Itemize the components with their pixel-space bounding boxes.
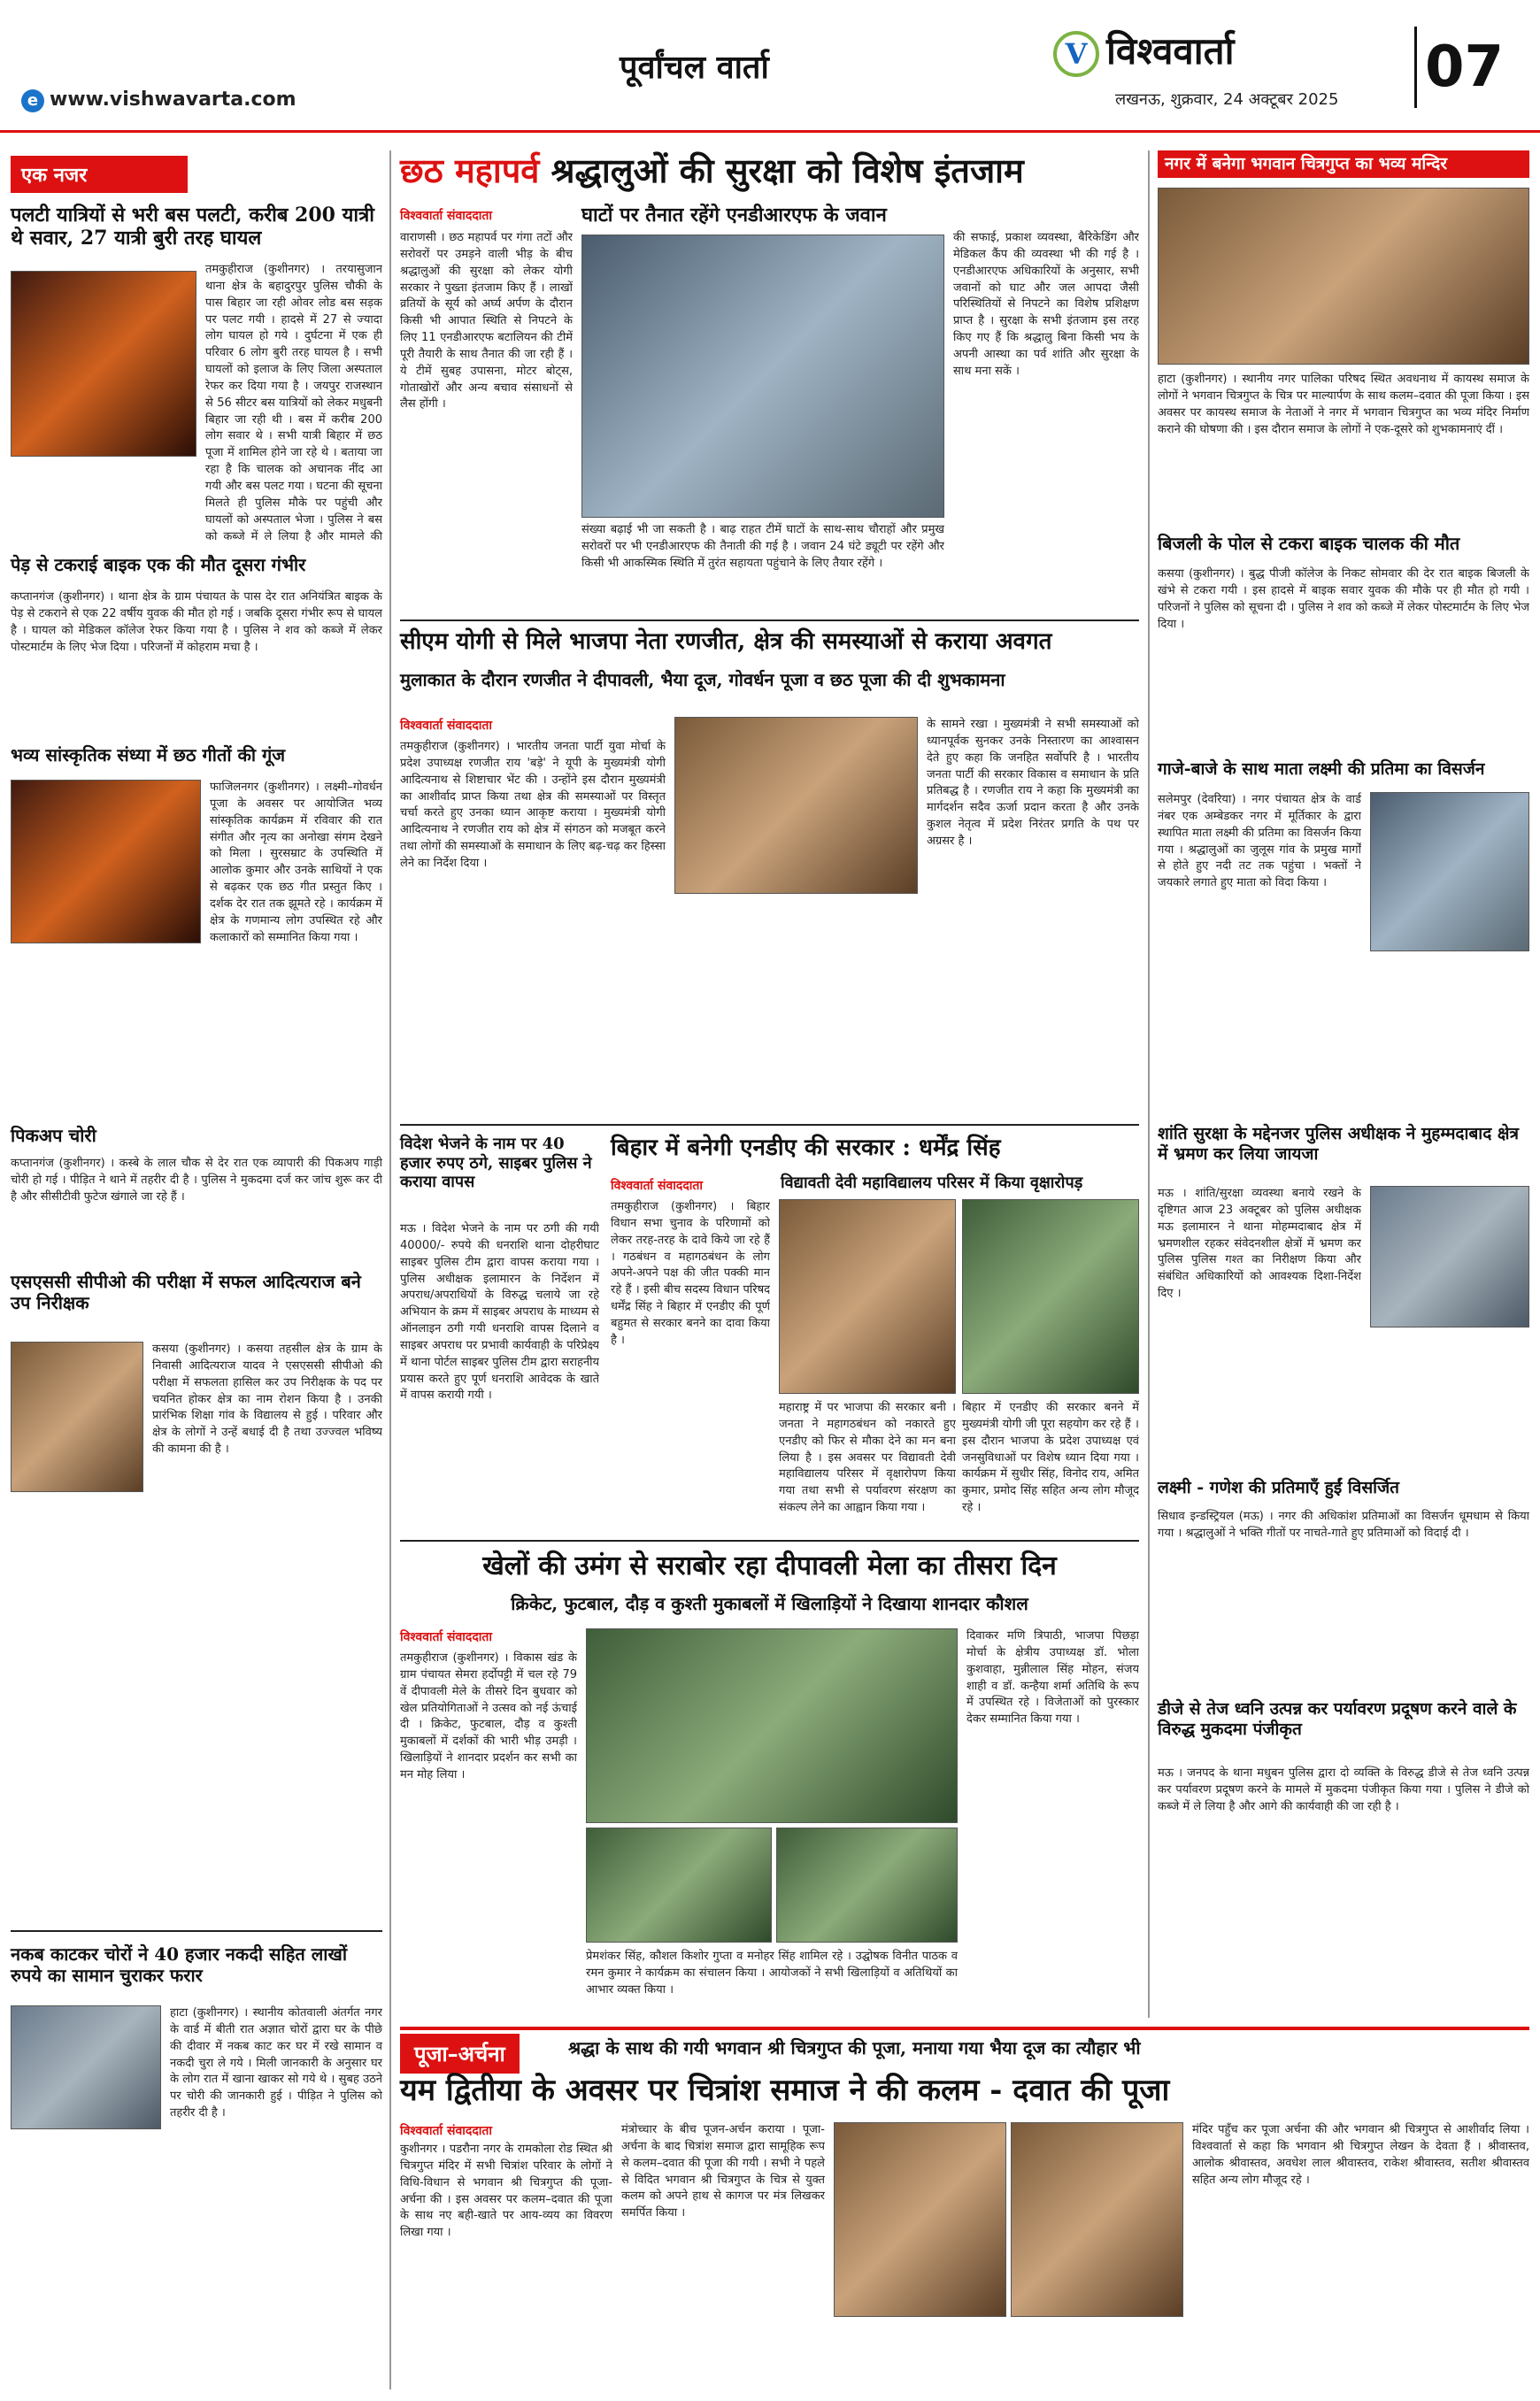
story-headline: नकब काटकर चोरों ने 40 हजार नकदी सहित लाखों रुपये का सामान चुराकर फरार bbox=[11, 1943, 347, 1986]
story-headline: डीजे से तेज ध्वनि उत्पन्न कर पर्यावरण प्रदूषण करने वाले के विरुद्ध मुकदमा पंजीकृत bbox=[1158, 1699, 1517, 1739]
story-photo bbox=[962, 1199, 1139, 1394]
story-body: तमकुहीराज (कुशीनगर) । तरयासुजान थाना क्षेत्र के बहादुरपुर पुलिस चौकी के पास बिहार जा रही ओवर लोड बस सड़क पर पलट गयी । हादसे में 27 से ज्यादा लोग घायल हो गये । दुर्घटना में एक ही परिवार 6 लोग बुरी तरह घायल है । सभी घायलों को इलाज के लिए जिला अस्पताल रेफर कर दिया गया है । जयपुर राजस्थान से 56 सीटर बस यात्रियों को लेकर मधुबनी बिहार जा रही थी । बस में करीब 200 लोग सवार थे । सभी यात्री बिहार में छठ पूजा में शामिल होने जा रहे थे । बताया जा रहा है कि चालक को अचानक नींद आ गयी और बस पलट गया । घटना की सूचना मिलते ही पुलिस मौके पर पहुंची और घायलों को अस्पताल भेजा । पुलिस ने बस को कब्जे में ले लिया है और मामले की bbox=[205, 263, 382, 543]
story-body: प्रेमशंकर सिंह, कौशल किशोर गुप्ता व मनोहर सिंह शामिल रहे । उद्घोषक विनीत पाठक व रमन कुमार ने कार्यक्रम का संचालन किया । आयोजकों ने सभी खिलाड़ियों व अतिथियों का आभार व्यक्त किया । bbox=[586, 1950, 958, 1997]
section-name: पूर्वांचल वार्ता bbox=[620, 49, 769, 86]
divider bbox=[1148, 150, 1150, 2018]
masthead bbox=[0, 0, 1540, 133]
side-story-headline: विदेश भेजने के नाम पर 40 हजार रुपए ठगे, साइबर पुलिस ने कराया वापस bbox=[400, 1135, 592, 1192]
story-body: मऊ । जनपद के थाना मधुबन पुलिस द्वारा दो व्यक्ति के विरुद्ध डीजे से तेज ध्वनि उत्पन्न कर पर्यावरण प्रदूषण करने के मामले में मुकदमा पंजीकृत किया गया । पुलिस ने डीजे को कब्जे में ले लिया है और आगे की कार्यवाही की जा रही है । bbox=[1158, 1766, 1529, 1813]
story-headline: एसएससी सीपीओ की परीक्षा में सफल आदित्यराज बने उप निरीक्षक bbox=[11, 1271, 361, 1313]
story-photo bbox=[581, 235, 944, 518]
story-body: मंत्रोच्चार के बीच पूजन-अर्चन कराया । पूजा-अर्चना के बाद चित्रांश समाज द्वारा सामूहिक रूप से कलम–दवात की पूजा की गयी । सभी ने पहले से विदित भगवान श्री चित्रगुप्त के चित्र से युक्त कलम को अपने हाथ से कागज पर मंत्र लिखकर समर्पित किया । bbox=[621, 2123, 825, 2220]
paper-logo: V विश्ववार्ता bbox=[1053, 25, 1234, 77]
puja-tag: पूजा–अर्चना bbox=[400, 2034, 520, 2074]
byline: विश्ववार्ता संवाददाता bbox=[400, 209, 493, 223]
story-photo bbox=[11, 1342, 143, 1492]
story-photo bbox=[586, 1828, 772, 1943]
puja-headline: यम द्वितीया के अवसर पर चित्रांश समाज ने की कलम - दवात की पूजा bbox=[400, 2073, 1170, 2108]
story-headline: पिकअप चोरी bbox=[11, 1125, 96, 1146]
bihar-story bbox=[400, 1124, 1139, 1531]
top-story-headline: श्रद्धालुओं की सुरक्षा को विशेष इंतजाम bbox=[551, 150, 1024, 190]
story-body: महाराष्ट्र में पर भाजपा की सरकार बनी । जनता ने महागठबंधन को नकारते हुए एनडीए को फिर से मौका देने का मन बना लिया है । इस अवसर पर विद्यावती देवी महाविद्यालय परिसर में वृक्षारोपण किया गया तथा सभी से पर्यावरण संरक्षण का संकल्प लेने का आह्वान किया गया । bbox=[779, 1401, 956, 1515]
dateline: लखनऊ, शुक्रवार, 24 अक्टूबर 2025 bbox=[1115, 90, 1339, 109]
divider bbox=[400, 1124, 1139, 1126]
story-photo bbox=[776, 1828, 958, 1943]
mela-headline: खेलों की उमंग से सराबोर रहा दीपावली मेला का तीसरा दिन bbox=[482, 1551, 1057, 1581]
story-body: कसया (कुशीनगर) । बुद्ध पीजी कॉलेज के निकट सोमवार की देर रात बाइक बिजली के खंभे से टकरा गयी । इस हादसे में बाइक सवार युवक की मौके पर ही मौत हो गयी । परिजनों ने पुलिस को सूचना दी । पुलिस ने शव को कब्जे में लेकर पोस्टमार्टम के लिए भेज दिया । bbox=[1158, 567, 1529, 631]
story-photo bbox=[674, 717, 918, 894]
story-headline: बिजली के पोल से टकरा बाइक चालक की मौत bbox=[1158, 533, 1460, 554]
story-body: संख्या बढ़ाई भी जा सकती है । बाढ़ राहत टीमें घाटों के साथ-साथ चौराहों और प्रमुख सरोवरों पर भी एनडीआरएफ की तैनाती की गई है । जवान 24 घंटे ड्यूटी पर रहेंगे और किसी भी आकस्मिक स्थिति में तुरंत सहायता पहुंचाने के लिए तैयार रहेंगे । bbox=[581, 523, 944, 570]
bihar-headline: बिहार में बनेगी एनडीए की सरकार : धर्मेंद्र सिंह bbox=[611, 1135, 1001, 1161]
cm-story-headline: सीएम योगी से मिले भाजपा नेता रणजीत, क्षेत्र की समस्याओं से कराया अवगत bbox=[400, 628, 1052, 655]
divider bbox=[400, 1540, 1139, 1542]
byline: विश्ववार्ता संवाददाता bbox=[400, 1630, 493, 1644]
divider bbox=[400, 619, 1139, 621]
story-body: कप्तानगंज (कुशीनगर) । थाना क्षेत्र के ग्राम पंचायत के पास देर रात अनियंत्रित बाइक के पेड़ से टकराने से एक 22 वर्षीय युवक की मौत हो गई । जबकि दूसरा गंभीर रूप से घायल है । घायल को मेडिकल कॉलेज रेफर किया गया है । पुलिस ने शव को कब्जे में लेकर पोस्टमार्टम के लिए भेज दिया । परिजनों में कोहराम मचा है । bbox=[11, 590, 382, 654]
story-body: हाटा (कुशीनगर) । स्थानीय नगर पालिका परिषद स्थित अवधनाथ में कायस्थ समाज के लोगों ने भगवान चित्रगुप्त के चित्र पर माल्यार्पण के साथ कलम–दवात की पूजा किया । इस अवसर पर कायस्थ समाज के नेताओं ने नगर में भगवान चित्रगुप्त का भव्य मंदिर निर्माण कराने की घोषणा की । इस दौरान समाज के लोगों ने एक-दूसरे को शुभकामनाएं दीं । bbox=[1158, 373, 1529, 436]
puja-section bbox=[400, 2027, 1529, 2394]
story-body: की सफाई, प्रकाश व्यवस्था, बैरिकेडिंग और मेडिकल कैंप की व्यवस्था भी की गई है । एनडीआरएफ अधिकारियों के अनुसार, सभी जवानों को घाट और जल आपदा जैसी परिस्थितियों से निपटने का विशेष प्रशिक्षण प्राप्त है । सुरक्षा के सभी इंतजाम इस तरह किए गए हैं कि श्रद्धालु बिना किसी भय के अपनी आस्था का पर्व शांति और सुरक्षा के साथ मना सकें । bbox=[953, 231, 1139, 378]
top-story-subhead: घाटों पर तैनात रहेंगे एनडीआरएफ के जवान bbox=[581, 204, 887, 227]
divider bbox=[11, 1930, 382, 1932]
story-photo bbox=[11, 780, 201, 943]
story-photo bbox=[834, 2122, 1006, 2317]
story-body: तमकुहीराज (कुशीनगर) । बिहार विधान सभा चुनाव के परिणामों को लेकर तरह-तरह के दावे किये जा रहे हैं । गठबंधन व महागठबंधन के लोग अपने-अपने पक्ष की जीत पक्की मान रहे हैं । इसी बीच सदस्य विधान परिषद धर्मेंद्र सिंह ने बिहार में एनडीए की पूर्ण बहुमत से सरकार बनने का दावा किया है । bbox=[611, 1200, 770, 1347]
browser-e-icon: e bbox=[21, 89, 44, 112]
story-body: फाजिलनगर (कुशीनगर) । लक्ष्मी–गोवर्धन पूजा के अवसर पर आयोजित भव्य सांस्कृतिक कार्यक्रम में रविवार की रात संगीत और नृत्य का अनोखा संगम देखने को मिला । सुरसम्राट के उपस्थिति में आलोक कुमार और उनके साथियों ने एक से बढ़कर एक छठ गीत प्रस्तुत किए । दर्शक देर रात तक झूमते रहे । कार्यक्रम में क्षेत्र के गणमान्य लोग उपस्थित रहे और कलाकारों को सम्मानित किया गया । bbox=[210, 781, 382, 944]
mela-subhead: क्रिकेट, फुटबाल, दौड़ व कुश्ती मुकाबलों में खिलाड़ियों ने दिखाया शानदार कौशल bbox=[511, 1593, 1028, 1614]
story-body: सलेमपुर (देवरिया) । नगर पंचायत क्षेत्र के वार्ड नंबर एक अम्बेडकर नगर में मूर्तिकार के द्वारा स्थापित माता लक्ष्मी की प्रतिमा का विसर्जन किया गया । श्रद्धालुओं का जुलूस गांव के प्रमुख मार्गों से होते हुए नदी तट तक पहुंचा । भक्तों ने जयकारे लगाते हुए माता को विदा किया । bbox=[1158, 793, 1361, 890]
story-body: कप्तानगंज (कुशीनगर) । कस्बे के लाल चौक से देर रात एक व्यापारी की पिकअप गाड़ी चोरी हो गई । पीड़ित ने थाने में तहरीर दी है । पुलिस ने मुकदमा दर्ज कर जांच शुरू कर दी है और सीसीटीवी फुटेज खंगाले जा रहे हैं । bbox=[11, 1157, 382, 1204]
story-headline: पलटी यात्रियों से भरी बस पलटी, करीब 200 यात्री थे सवार, 27 यात्री बुरी तरह घायल bbox=[11, 204, 374, 250]
logo-v-icon: V bbox=[1053, 31, 1099, 77]
left-column bbox=[11, 156, 382, 2395]
mela-story bbox=[400, 1540, 1139, 2018]
story-body: दिवाकर मणि त्रिपाठी, भाजपा पिछड़ा मोर्चा के क्षेत्रीय उपाध्यक्ष डॉ. भोला कुशवाहा, मुन्नीलाल सिंह मोहन, संजय शाही व डॉ. कन्हैया शर्मा अतिथि के रूप में उपस्थित रहे । विजेताओं को पुरस्कार देकर सम्मानित किया गया । bbox=[966, 1629, 1139, 1727]
cm-story bbox=[400, 619, 1139, 1115]
story-body: के सामने रखा । मुख्यमंत्री ने सभी समस्याओं को ध्यानपूर्वक सुनकर उनके निस्तारण का आश्वासन देते हुए कहा कि जनहित सर्वोपरि है । भारतीय जनता पार्टी की सरकार विकास व समाधान के प्रति प्रतिबद्ध है । रणजीत राय ने कहा कि मुख्यमंत्री का मार्गदर्शन सदैव ऊर्जा प्रदान करता है और उनके कुशल नेतृत्व में प्रदेश निरंतर प्रगति के पथ पर अग्रसर है । bbox=[927, 718, 1139, 848]
page-number: 07 bbox=[1414, 27, 1512, 108]
website-url[interactable]: e www.vishwavarta.com bbox=[21, 88, 296, 112]
story-body: वाराणसी । छठ महापर्व पर गंगा तटों और सरोवरों पर उमड़ने वाली भीड़ के बीच श्रद्धालुओं की सुरक्षा को लेकर योगी सरकार ने पुख्ता इंतजाम किए हैं । लाखों व्रतियों के सूर्य को अर्घ्य अर्पण के दौरान किसी भी आपात स्थिति से निपटने के लिए 11 एनडीआरएफ बटालियन की टीमें पूरी तैयारी के साथ तैनात की जा रही हैं । ये टीमें सुबह उपासना, मोटर बोट्स, गोताखोरों और अन्य बचाव संसाधनों से लैस होंगी । bbox=[400, 231, 573, 412]
cm-story-subhead: मुलाकात के दौरान रणजीत ने दीपावली, भैया दूज, गोवर्धन पूजा व छठ पूजा की दी शुभकामना bbox=[400, 669, 1005, 690]
story-body: तमकुहीराज (कुशीनगर) । भारतीय जनता पार्टी युवा मोर्चा के प्रदेश उपाध्यक्ष रणजीत राय 'बड़े' ने यूपी के मुख्यमंत्री योगी आदित्यनाथ से शिष्टाचार भेंट की । उन्होंने इस दौरान मुख्यमंत्री का आशीर्वाद प्राप्त किया तथा क्षेत्र की समस्याओं पर विस्तृत चर्चा करते हुए उनका ध्यान आकृष्ट कराया । मुख्यमंत्री योगी आदित्यनाथ ने रणजीत राय को क्षेत्र में संगठन को मजबूत करने तथा लोगों की समस्याओं के समाधान के लिए बढ़-चढ़ कर हिस्सा लेने का निर्देश दिया । bbox=[400, 740, 666, 870]
story-body: बिहार में एनडीए की सरकार बनने में मुख्यमंत्री योगी जी पूरा सहयोग कर रहे हैं । इस दौरान भाजपा के प्रदेश उपाध्यक्ष एवं जनसुविधाओं पर विशेष ध्यान दिया गया । कार्यक्रम में सुधीर सिंह, विनोद राय, अमित कुमार, प्रमोद सिंह सहित अन्य लोग मौजूद रहे । bbox=[962, 1401, 1139, 1515]
bihar-subhead: विद्यावती देवी महाविद्यालय परिसर में किया वृक्षारोपड़ bbox=[781, 1174, 1083, 1192]
top-story-tag: छठ महापर्व bbox=[400, 150, 540, 190]
story-headline: पेड़ से टकराई बाइक एक की मौत दूसरा गंभीर bbox=[11, 554, 306, 575]
story-headline: भव्य सांस्कृतिक संध्या में छठ गीतों की गूंज bbox=[11, 744, 286, 766]
story-photo bbox=[1011, 2122, 1183, 2317]
story-body: मऊ । शांति/सुरक्षा व्यवस्था बनाये रखने के दृष्टिगत आज 23 अक्टूबर को पुलिस अधीक्षक मऊ इलामारन ने थाना मोहम्मदाबाद क्षेत्र में भ्रमणशील रहकर संवेदनशील क्षेत्रों में भ्रमण कर पुलिस पुलिस गश्त का निरीक्षण किया और संबंधित अधिकारियों को आवश्यक दिशा-निर्देश दिए । bbox=[1158, 1187, 1361, 1301]
story-photo bbox=[11, 2005, 161, 2129]
puja-strapline: श्रद्धा के साथ की गयी भगवान श्री चित्रगुप्त की पूजा, मनाया गया भैया दूज का त्यौहार भी bbox=[568, 2037, 1141, 2059]
byline: विश्ववार्ता संवाददाता bbox=[400, 2124, 493, 2138]
story-body: मंदिर पहुँच कर पूजा अर्चना की और भगवान श्री चित्रगुप्त से आशीर्वाद लिया । विश्ववार्ता से कहा कि भगवान श्री चित्रगुप्त लेखन के देवता हैं । श्रीवास्तव, आलोक श्रीवास्तव, अवधेश लाल श्रीवास्तव, राकेश श्रीवास्तव, सतीश श्रीवास्तव सहित अन्य लोग मौजूद रहे । bbox=[1192, 2123, 1529, 2187]
divider bbox=[389, 150, 391, 2389]
right-column bbox=[1158, 150, 1529, 2018]
story-body: सिधाव इन्डस्ट्रियल (मऊ) । नगर की अधिकांश प्रतिमाओं का विसर्जन धूमधाम से किया गया । श्रद्धालुओं ने भक्ति गीतों पर नाचते-गाते हुए प्रतिमाओं को विदाई दी । bbox=[1158, 1510, 1529, 1540]
story-photo bbox=[1158, 188, 1529, 365]
story-body: हाटा (कुशीनगर) । स्थानीय कोतवाली अंतर्गत नगर के वार्ड में बीती रात अज्ञात चोरों द्वारा घर के पीछे की दीवार में नकब काट कर घर में रखे सामान व नकदी चुरा ले गये । मिली जानकारी के अनुसार घर के लोग रात में खाना खाकर सो गये थे । सुबह उठने पर चोरी की जानकारी हुई । पीड़ित ने पुलिस को तहरीर दी है । bbox=[170, 2006, 382, 2120]
story-body: मऊ । विदेश भेजने के नाम पर ठगी की गयी 40000/- रुपये की धनराशि थाना दोहरीघाट साइबर पुलिस टीम द्वारा वापस कराया गया । पुलिस अधीक्षक इलामारन के निर्देशन में अपराध/अपराधियों के विरुद्ध चलाये जा रहे अभियान के क्रम में साइबर अपराध के माध्यम से ऑनलाइन ठगी गयी धनराशि वापस दिलाने व साइबर अपराध पर प्रभावी कार्यवाही के परिप्रेक्ष्य में थाना पोर्टल साइबर पुलिस टीम द्वारा सराहनीय प्रयास करते हुए पूर्ण धनराशि आवेदक के खाते में वापस करायी गयी । bbox=[400, 1222, 599, 1403]
byline: विश्ववार्ता संवाददाता bbox=[611, 1179, 704, 1193]
story-headline: गाजे-बाजे के साथ माता लक्ष्मी की प्रतिमा का विसर्जन bbox=[1158, 759, 1485, 779]
story-photo bbox=[1370, 792, 1529, 951]
top-story bbox=[400, 150, 1139, 611]
story-headline: शांति सुरक्षा के मद्देनजर पुलिस अधीक्षक ने मुहम्मदाबाद क्षेत्र में भ्रमण कर लिया जायजा bbox=[1158, 1124, 1520, 1164]
story-headline: नगर में बनेगा भगवान चित्रगुप्त का भव्य मन्दिर bbox=[1158, 150, 1529, 178]
divider bbox=[400, 2027, 1529, 2030]
box-title: एक नजर bbox=[11, 156, 188, 193]
story-body: तमकुहीराज (कुशीनगर) । विकास खंड के ग्राम पंचायत सेमरा हर्दोपट्टी में चल रहे 79 वें दीपावली मेले के तीसरे दिन बुधवार को खेल प्रतियोगिताओं ने उत्सव को नई ऊंचाई दी । क्रिकेट, फुटबाल, दौड़ व कुश्ती मुकाबलों में दर्शकों की भारी भीड़ उमड़ी । खिलाड़ियों ने शानदार प्रदर्शन कर सभी का मन मोह लिया । bbox=[400, 1651, 577, 1782]
story-headline: लक्ष्मी - गणेश की प्रतिमाएँ हुईं विसर्जित bbox=[1158, 1478, 1400, 1497]
story-body: कसया (कुशीनगर) । कसया तहसील क्षेत्र के ग्राम के निवासी आदित्यराज यादव ने एसएससी सीपीओ की परीक्षा में सफलता हासिल कर उप निरीक्षक के पद पर चयनित होकर क्षेत्र का नाम रोशन किया है । उनकी प्रारंभिक शिक्षा गांव के विद्यालय से हुई । परिवार और क्षेत्र के लोगों ने उन्हें बधाई दी है तथा उज्ज्वल भविष्य की कामना की है । bbox=[152, 1343, 382, 1457]
story-photo bbox=[1370, 1186, 1529, 1327]
byline: विश्ववार्ता संवाददाता bbox=[400, 719, 493, 733]
top-story-headline-row bbox=[400, 150, 1139, 191]
story-body: कुशीनगर । पडरौना नगर के रामकोला रोड स्थित श्री चित्रगुप्त मंदिर में सभी चित्रांश परिवार के लोगों ने विधि-विधान से भगवान श्री चित्रगुप्त की पूजा-अर्चना की । इस अवसर पर कलम–दवात की पूजा के साथ नए बही-खाते पर आय-व्यय का विवरण लिखा गया । bbox=[400, 2143, 612, 2240]
story-photo bbox=[779, 1199, 956, 1394]
story-photo bbox=[586, 1628, 958, 1823]
